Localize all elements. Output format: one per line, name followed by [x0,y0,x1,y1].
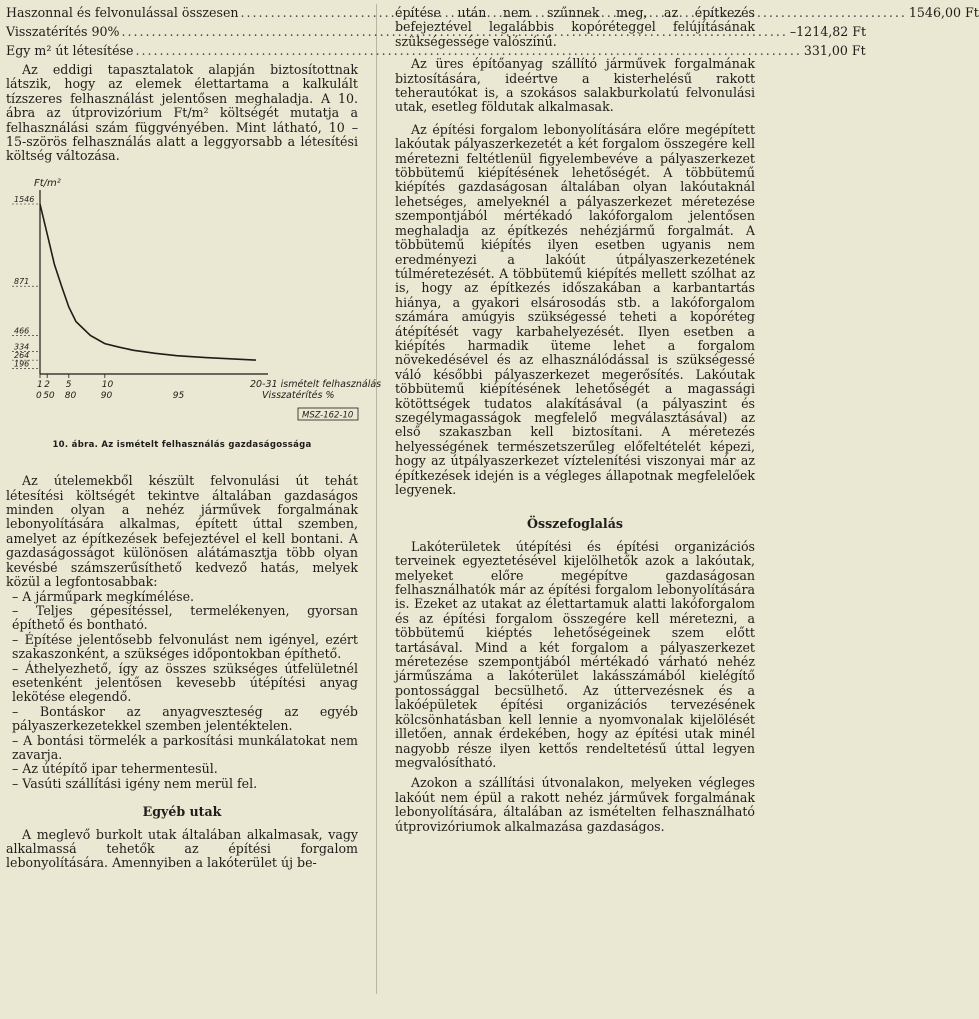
y-tick-label: 871 [14,277,30,287]
cost-value: –1214,82 Ft [789,24,867,39]
y-axis-label: Ft/m² [34,177,61,189]
paragraph: Lakóterületek útépítési és építési organizációs terveinek egyeztetésével kijelölhetők azok a lakóutak, melyeket előre megépítve gazdaságosan felhasználhatók már az építési forgalom lebonyolítására is. Ezeket az utakat az élettartamuk alatti lakóforgalom és az építési forgalom összegére kell méretezni, a többütemű kiéptés lehetőségeinek szem előtt tartásával. Mind a két forgalom a pályaszerkezet méretezése szempontjából mértékadó várható nehéz járműszáma a lakóterület lakásszámából kielégítő pontossággal becsülhető. Az úttervezésnek és a lakóépületek építési organizációs tervezésének kölcsönhatásban kell lennie a nyomvonalak kijelölését illetően, annak érdekében, hogy az építési utak minél nagyobb része ilyen kettős rendeltetésű úttal legyen megvalósítható. [395,538,755,770]
benefit-item: – Az útépítő ipar tehermentesül. [12,761,218,777]
section-title: Összefoglalás [527,516,623,532]
paragraph: Az útelemekből készült felvonulási út tehát létesítési költségét tekintve általában gazdaságos minden olyan a nehéz járművek forgalmának lebonyolítására alkalmas, épített úttal szemben, amelyet az építkezések befejeztével el kell bontani. A gazdaságosságot különösen alátámasztja több olyan kevésbé számszerűsíthető kedvező hatás, melyek közül a legfontosabbak: [6,473,358,590]
cost-row [6,5,979,25]
right-column [395,6,755,834]
cost-label: Egy m² út létesítése [6,43,134,58]
x-axis-label-refund: Visszatérítés % [262,389,335,401]
paragraph: Az üres építőanyag szállító járművek forgalmának biztosítására, ideértve a kisterhelésű rakott teherautókat is, a szokásos salakburkolatú felvonulási utak, esetleg földutak alkalmasak. [395,56,755,115]
x-tick-label: 10 [101,379,114,390]
paragraph: építése után nem szűnnek meg, az építkezés befejeztével legalábbis kopóréteggel felújításának szükségessége valószínű. [395,5,755,49]
refund-tick-label: 50 [43,390,55,401]
refund-tick-label: 0 [36,390,42,401]
y-tick-label: 466 [14,326,30,336]
benefit-item: – A bontási törmelék a parkosítási munkálatokat nem zavarja. [12,732,358,762]
figure-caption: 10. ábra. Az ismételt felhasználás gazdaságossága [52,439,312,450]
paragraph: Az építési forgalom lebonyolítására előre megépített lakóutak pályaszerkezetét a két forgalom összegére kell méretezni feltétlenül figyelembevéve a pályaszerkezet többütemű kiépítésének lehetőségét. A többütemű kiépítés gazdaságosan általában olyan lakóutaknál lehetséges, amelyeknél a pályaszerkezet méretezése szempontjából mértékadó lakóforgalom jelentősen meghaladja az építkezés nehézjármű forgalmát. A többütemű kiépítés ilyen esetben ugyanis nem eredményezi a lakóút útpályaszerkezetének túlméretezését. A többütemű kiépítés mellett szólhat az is, hogy az építkezés időszakában a karbantartás hiánya, a gyakori elsárosodás stb. a lakóforgalom számára amúgyis szükségessé teheti a kopóréteg átépítését vagy karbahelyezését. Ilyen esetben a kiépítés harmadik üteme lehet a forgalom növekedésével és az elhasználódással is szükségessé váló későbbi pályaszerkezet megerősítés. Lakóutak többütemű kiépítésének lehetőségét a magassági kötöttségek tudatos alakításával (a pályaszint és szegélymagasságok megfelelő megválasztásával) az első szakaszban kell biztosítani. A méretezés helyességének természetszerűleg előfeltételét képezi, hogy az útpályaszerkezet víztelenítési viszonyai már az építkezések idején is a végleges állapotnak megfelelőek legyenek. [395,121,755,497]
paragraph: Azokon a szállítási útvonalakon, melyeken végleges lakóút nem épül a rakott nehéz járművek forgalmának lebonyolítására, általában az ismételten felhasználható útprovizóriumok alkalmazása gazdaságos. [395,775,755,834]
benefit-item: – A járműpark megkímélése. [12,588,195,604]
paragraph: A meglevő burkolt utak általában alkalmasak, vagy alkalmassá tehetők az építési forgalom lebonyolítására. Amennyiben a lakóterület új be- [6,826,358,871]
cost-row [6,24,867,44]
benefit-list [6,590,358,792]
x-tick-label: 2 [44,379,50,390]
refund-tick-label: 80 [64,390,77,401]
section-title: Egyéb utak [142,804,222,820]
benefit-item: – Teljes gépesítéssel, termelékenyen, gyorsan építhető és bontható. [12,602,358,633]
y-tick-label: 196 [14,359,30,369]
benefit-item: – Vasúti szállítási igény nem merül fel. [12,775,258,791]
cost-value: 331,00 Ft [803,43,866,58]
x-tick-label: 5 [65,379,72,390]
cost-curve [40,204,256,360]
x-tick-label: 1 [37,379,43,390]
cost-chart [6,174,382,436]
cost-label: Haszonnal és felvonulással összesen [6,5,239,20]
cost-value: 1546,00 Ft [908,5,979,20]
y-tick-label: 334 [14,342,30,352]
y-tick-label: 264 [14,350,30,360]
paragraph: Az eddigi tapasztalatok alapján biztosítottnak látszik, hogy az elemek élettartama a kalkulált tízszeres felhasználást jelentősen meghaladja. A 10. ábra az útprovizórium Ft/m² költségét mutatja a felhasználási szám függvényében. Mint látható, 10 – 15-szörös felhasználás alatt a leggyorsabb a létesítési költség változása. [6,62,358,164]
chart-svg [6,174,382,436]
refund-tick-label: 95 [172,390,185,401]
benefit-item: – Áthelyezhető, így az összes szükséges útfelületnél esetenként jelentősen kevesebb útépítési anyag lekötése elegendő. [12,660,358,705]
cost-row [6,43,866,63]
benefit-item: – Bontáskor az anyagveszteség az egyéb pályaszerkezetekkel szemben jelentéktelen. [12,703,358,734]
stamp-label: MSZ-162-10 [302,410,354,421]
y-tick-label: 1546 [14,194,35,204]
benefit-item: – Építése jelentősebb felvonulást nem igényel, ezért szakaszonként, a szükséges időpontokban építhető. [12,631,358,662]
refund-tick-label: 90 [100,390,113,401]
x-axis-label: 20-31 ismételt felhasználás [250,378,382,390]
column-divider [376,4,377,994]
cost-label: Visszatérítés 90% [6,24,120,39]
